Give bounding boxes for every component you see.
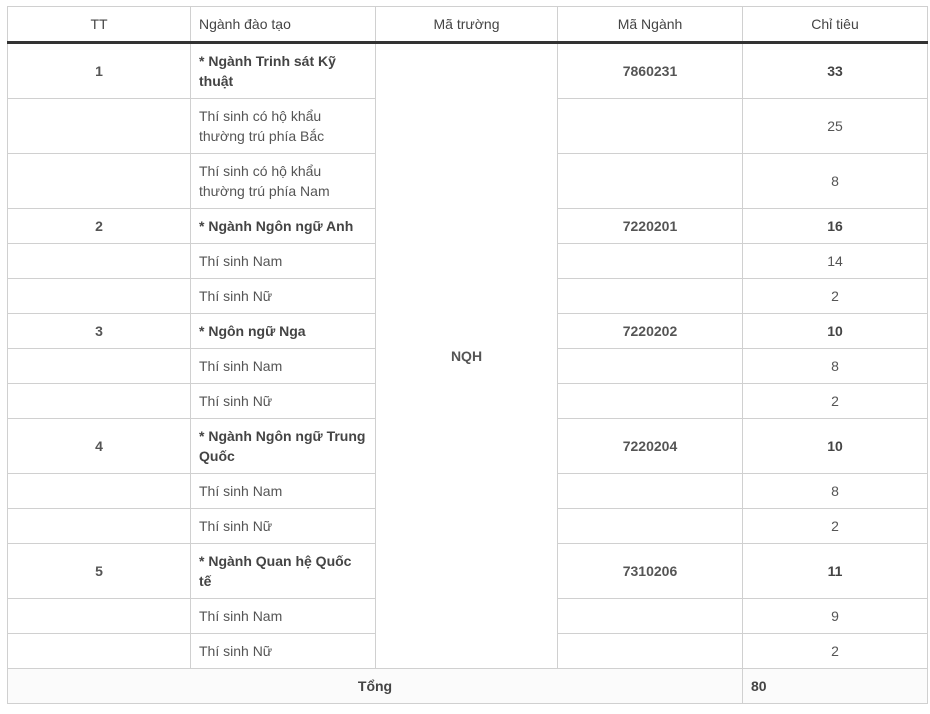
row-tt	[8, 244, 191, 279]
row-tt: 4	[8, 419, 191, 474]
row-nganh: * Ngôn ngữ Nga	[191, 314, 376, 349]
total-value: 80	[743, 669, 928, 704]
row-nganh: Thí sinh Nữ	[191, 634, 376, 669]
row-nganh: Thí sinh Nam	[191, 244, 376, 279]
row-ma-nganh	[558, 474, 743, 509]
row-ma-nganh: 7310206	[558, 544, 743, 599]
row-tt	[8, 154, 191, 209]
row-ma-nganh: 7860231	[558, 43, 743, 99]
row-nganh: * Ngành Ngôn ngữ Anh	[191, 209, 376, 244]
row-ma-nganh	[558, 99, 743, 154]
row-nganh: Thí sinh Nữ	[191, 279, 376, 314]
header-tt: TT	[8, 7, 191, 43]
row-tt	[8, 99, 191, 154]
row-ma-nganh: 7220204	[558, 419, 743, 474]
row-chi-tieu: 10	[743, 314, 928, 349]
row-chi-tieu: 8	[743, 474, 928, 509]
row-ma-nganh	[558, 279, 743, 314]
table-row	[8, 43, 928, 99]
row-chi-tieu: 8	[743, 349, 928, 384]
header-ma-nganh: Mã Ngành	[558, 7, 743, 43]
row-chi-tieu: 2	[743, 509, 928, 544]
row-chi-tieu: 33	[743, 43, 928, 99]
row-nganh: * Ngành Trinh sát Kỹ thuật	[191, 43, 376, 99]
row-tt	[8, 349, 191, 384]
row-nganh: Thí sinh có hộ khẩu thường trú phía Bắc	[191, 99, 376, 154]
row-ma-nganh: 7220201	[558, 209, 743, 244]
row-nganh: Thí sinh Nam	[191, 474, 376, 509]
row-tt	[8, 599, 191, 634]
row-tt	[8, 474, 191, 509]
row-ma-nganh: 7220202	[558, 314, 743, 349]
row-chi-tieu: 2	[743, 279, 928, 314]
row-nganh: Thí sinh Nữ	[191, 509, 376, 544]
row-tt	[8, 279, 191, 314]
row-ma-nganh	[558, 599, 743, 634]
row-ma-nganh	[558, 384, 743, 419]
row-nganh: Thí sinh Nam	[191, 599, 376, 634]
row-nganh: Thí sinh có hộ khẩu thường trú phía Nam	[191, 154, 376, 209]
row-tt: 1	[8, 43, 191, 99]
row-nganh: * Ngành Ngôn ngữ Trung Quốc	[191, 419, 376, 474]
row-chi-tieu: 10	[743, 419, 928, 474]
row-ma-nganh	[558, 154, 743, 209]
row-nganh: * Ngành Quan hệ Quốc tế	[191, 544, 376, 599]
row-tt	[8, 384, 191, 419]
admissions-table-container	[7, 6, 928, 704]
row-ma-nganh	[558, 509, 743, 544]
row-ma-nganh	[558, 349, 743, 384]
row-ma-nganh	[558, 634, 743, 669]
row-chi-tieu: 2	[743, 384, 928, 419]
row-chi-tieu: 16	[743, 209, 928, 244]
ma-truong-cell: NQH	[376, 43, 558, 669]
header-ma-truong: Mã trường	[376, 7, 558, 43]
admissions-table	[7, 6, 928, 704]
row-chi-tieu: 14	[743, 244, 928, 279]
table-header-row	[8, 7, 928, 43]
row-tt: 2	[8, 209, 191, 244]
header-chi-tieu: Chỉ tiêu	[743, 7, 928, 43]
row-nganh: Thí sinh Nữ	[191, 384, 376, 419]
total-row	[8, 669, 928, 704]
row-chi-tieu: 2	[743, 634, 928, 669]
header-nganh: Ngành đào tạo	[191, 7, 376, 43]
row-chi-tieu: 25	[743, 99, 928, 154]
total-label: Tổng	[8, 669, 743, 704]
row-ma-nganh	[558, 244, 743, 279]
row-tt: 5	[8, 544, 191, 599]
row-tt	[8, 509, 191, 544]
row-chi-tieu: 8	[743, 154, 928, 209]
row-tt: 3	[8, 314, 191, 349]
row-chi-tieu: 9	[743, 599, 928, 634]
row-chi-tieu: 11	[743, 544, 928, 599]
row-nganh: Thí sinh Nam	[191, 349, 376, 384]
row-tt	[8, 634, 191, 669]
